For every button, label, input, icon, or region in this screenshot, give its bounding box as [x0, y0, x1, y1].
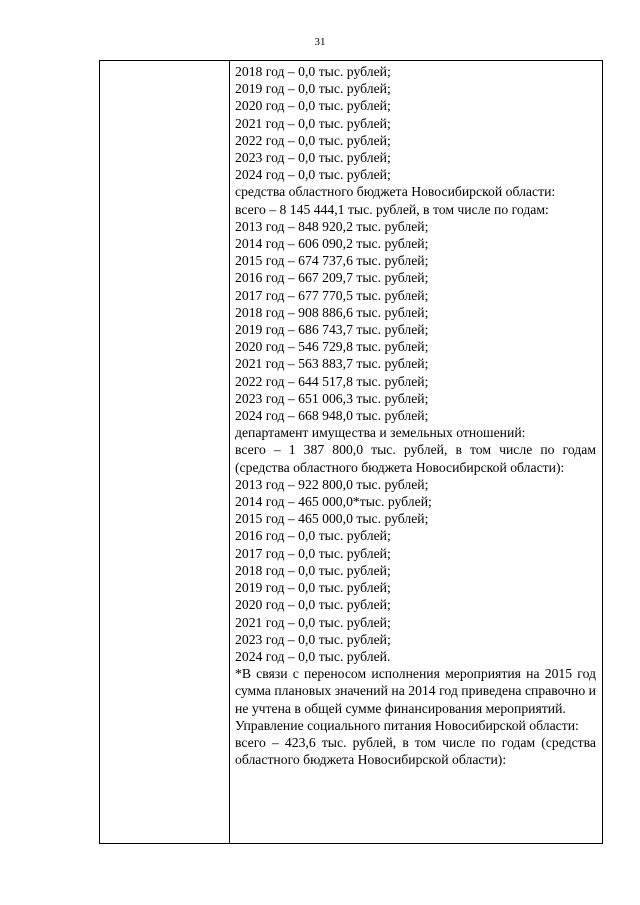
funding-line: 2018 год – 908 886,6 тыс. рублей; [235, 304, 429, 320]
funding-line: 2014 год – 465 000,0*тыс. рублей; [235, 494, 432, 510]
funding-line: 2015 год – 465 000,0 тыс. рублей; [235, 511, 429, 527]
funding-line: 2016 год – 667 209,7 тыс. рублей; [235, 270, 429, 286]
page-number: 31 [314, 36, 326, 48]
funding-line: 2017 год – 677 770,5 тыс. рублей; [235, 287, 429, 303]
social-total-text: всего – 423,6 тыс. рублей, в том числе по годам (средства областного бюджета Новосибирской области): [235, 734, 596, 768]
funding-line: всего – 8 145 444,1 тыс. рублей, в том числе по годам: [235, 201, 549, 217]
funding-line: 2021 год – 0,0 тыс. рублей; [235, 614, 391, 630]
funding-line: 2023 год – 651 006,3 тыс. рублей; [235, 390, 429, 406]
funding-table [99, 60, 603, 844]
funding-line: 2023 год – 0,0 тыс. рублей; [235, 150, 391, 166]
funding-line: 2024 год – 0,0 тыс. рублей. [235, 648, 391, 664]
social-heading-text: Управление социального питания Новосибирской области: [235, 717, 579, 733]
funding-line: 2013 год – 848 920,2 тыс. рублей; [235, 218, 429, 234]
funding-lines-regional [235, 63, 596, 441]
funding-line: 2017 год – 0,0 тыс. рублей; [235, 545, 391, 561]
funding-line: 2018 год – 0,0 тыс. рублей; [235, 562, 391, 578]
funding-line: 2019 год – 0,0 тыс. рублей; [235, 580, 391, 596]
dept-total-text: всего – 1 387 800,0 тыс. рублей, в том числе по годам (средства областного бюджета Новосибирской области): [235, 442, 596, 475]
funding-line: 2023 год – 0,0 тыс. рублей; [235, 631, 391, 647]
funding-line: 2024 год – 668 948,0 тыс. рублей; [235, 408, 429, 424]
funding-line: 2019 год – 686 743,7 тыс. рублей; [235, 322, 429, 338]
funding-line: 2024 год – 0,0 тыс. рублей; [235, 167, 391, 183]
funding-line: 2020 год – 0,0 тыс. рублей; [235, 597, 391, 613]
funding-line: 2015 год – 674 737,6 тыс. рублей; [235, 253, 429, 269]
funding-line: 2013 год – 922 800,0 тыс. рублей; [235, 476, 429, 492]
funding-lines-dept [235, 476, 596, 665]
funding-line: 2021 год – 563 883,7 тыс. рублей; [235, 356, 429, 372]
footnote-text: *В связи с переносом исполнения мероприятия на 2015 год сумма плановых значений на 2014 год приведена справочно и не учтена в общей сумме финансирования мероприятий. [235, 666, 596, 716]
table-left-column [100, 61, 230, 843]
funding-line: 2020 год – 546 729,8 тыс. рублей; [235, 339, 429, 355]
funding-line: 2020 год – 0,0 тыс. рублей; [235, 98, 391, 114]
funding-line: департамент имущества и земельных отношений: [235, 425, 526, 441]
funding-line: 2022 год – 644 517,8 тыс. рублей; [235, 373, 429, 389]
funding-line: 2018 год – 0,0 тыс. рублей; [235, 64, 391, 79]
funding-line: 2019 год – 0,0 тыс. рублей; [235, 81, 391, 97]
funding-line: 2014 год – 606 090,2 тыс. рублей; [235, 236, 429, 252]
table-right-column [230, 61, 602, 843]
funding-line: 2016 год – 0,0 тыс. рублей; [235, 528, 391, 544]
funding-line: 2021 год – 0,0 тыс. рублей; [235, 115, 391, 131]
funding-line: 2022 год – 0,0 тыс. рублей; [235, 132, 391, 148]
funding-line: средства областного бюджета Новосибирской области: [235, 184, 556, 200]
